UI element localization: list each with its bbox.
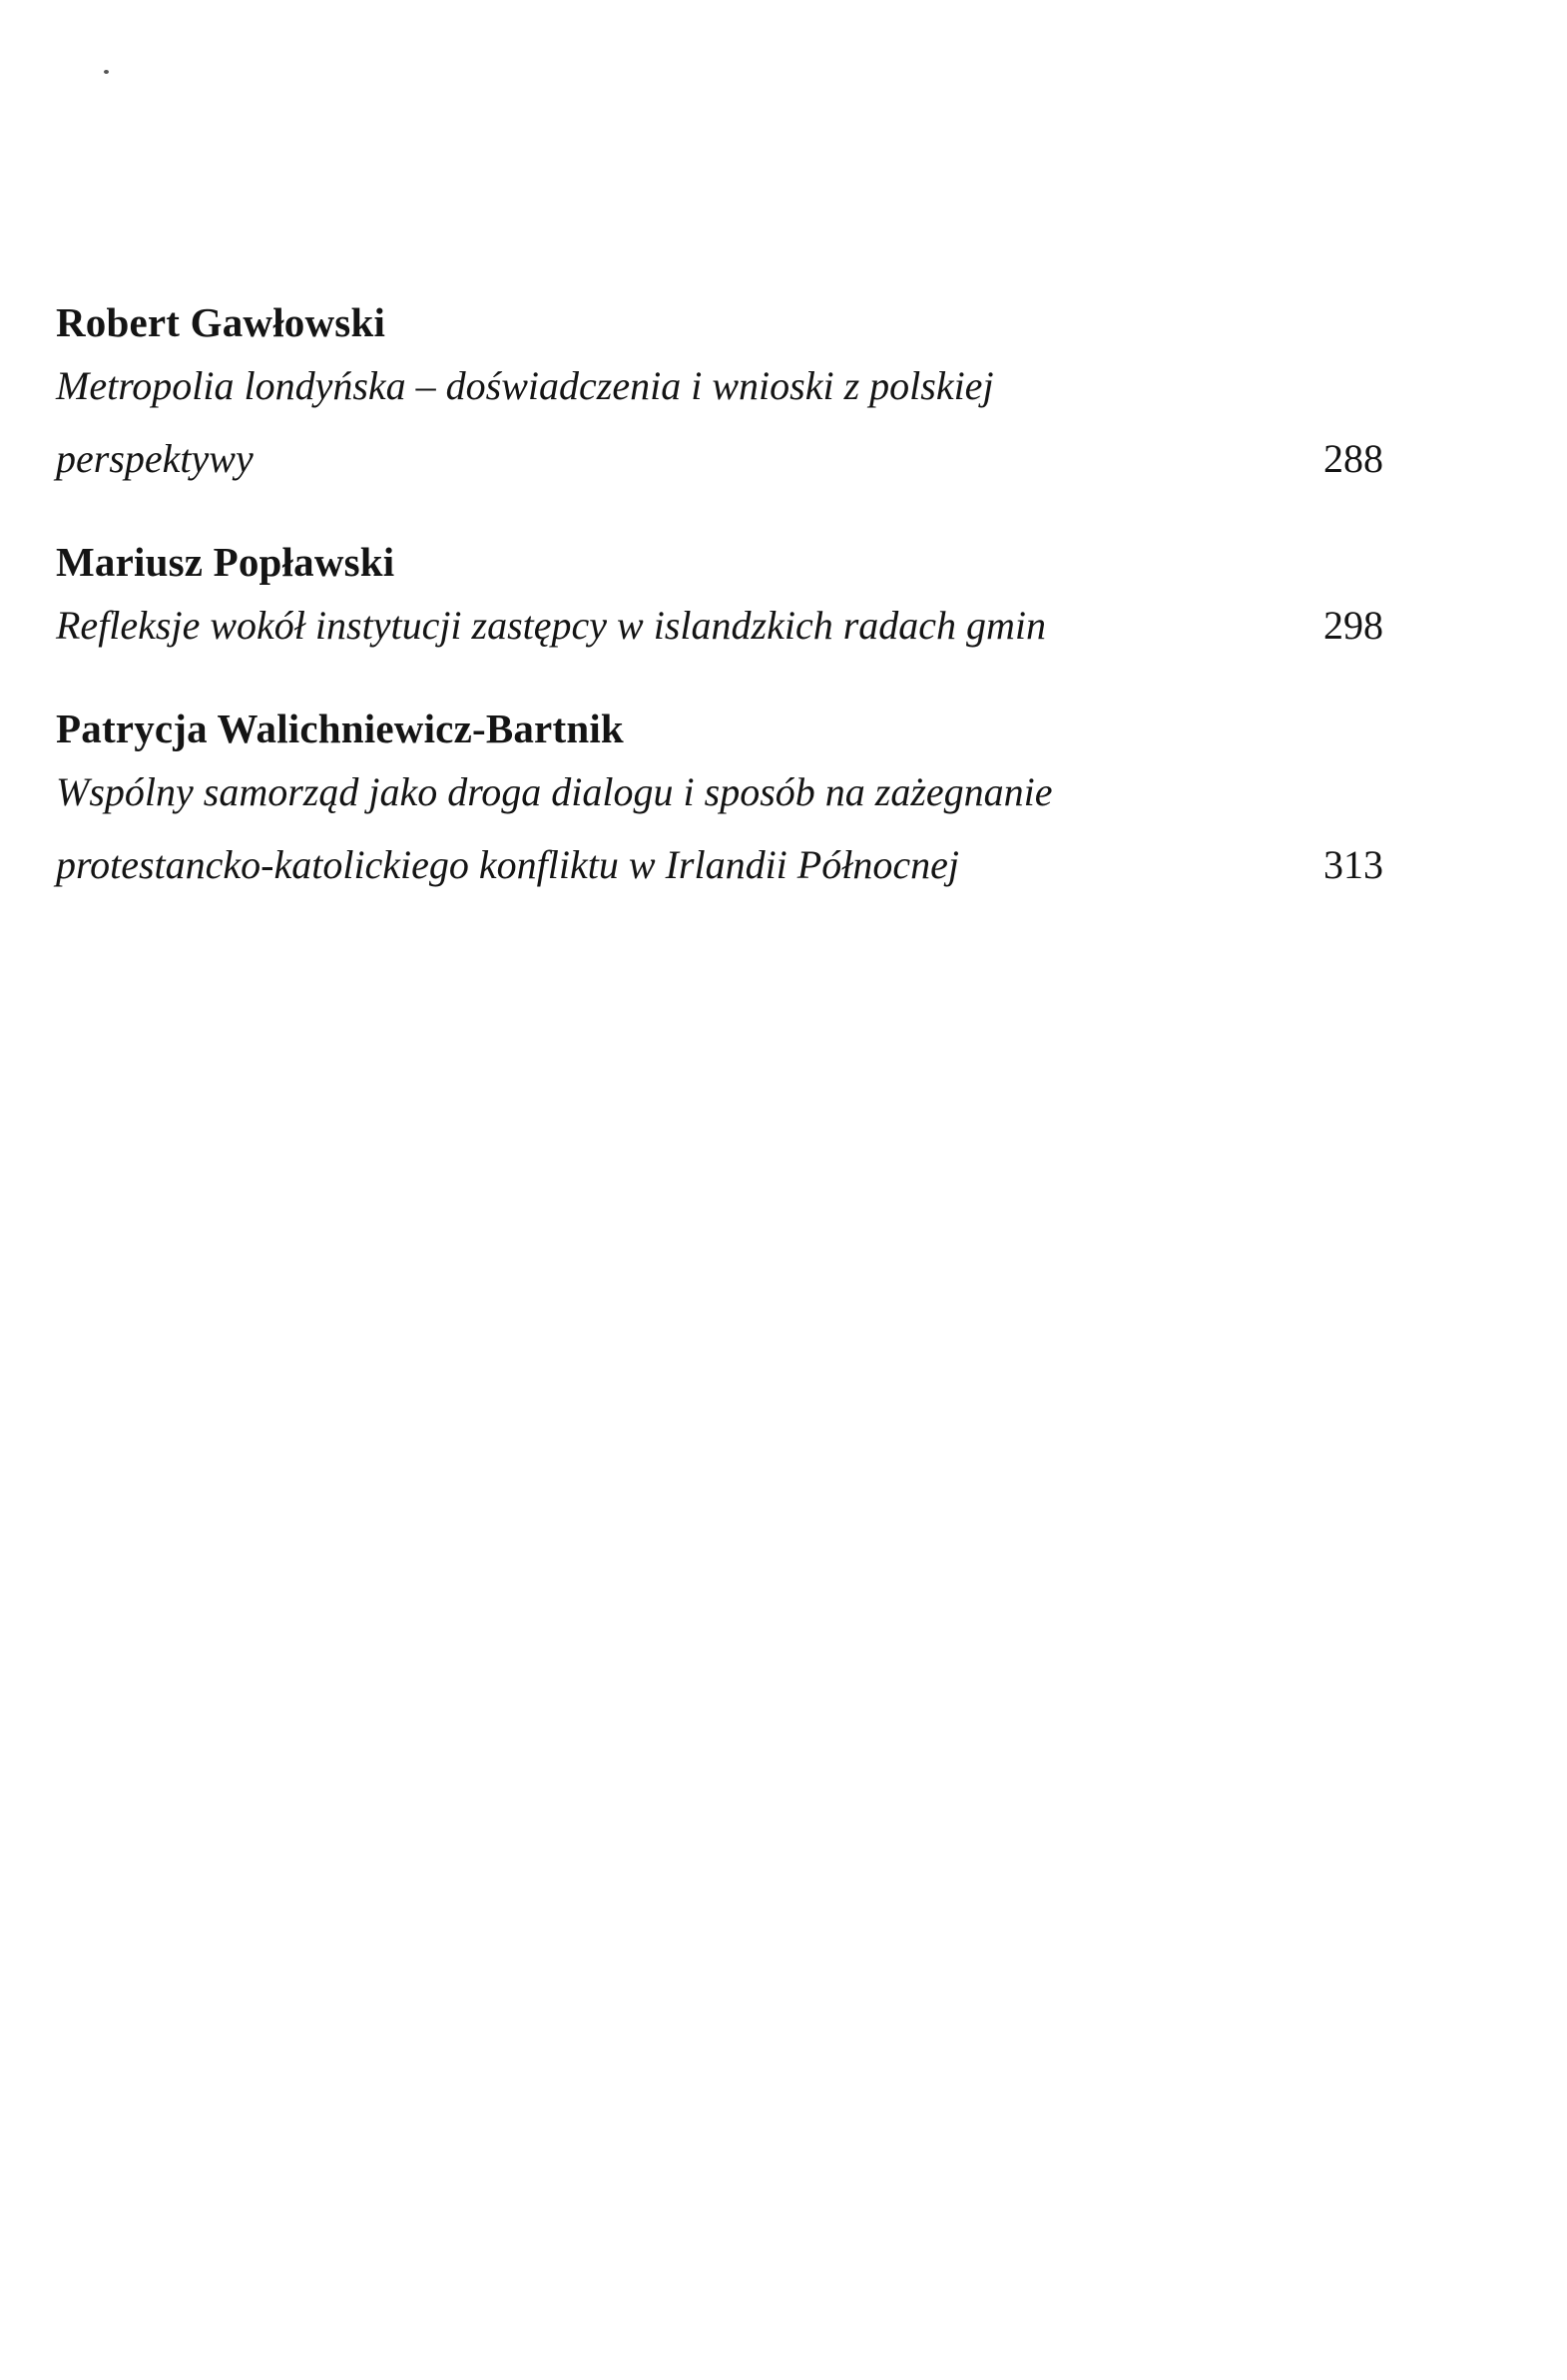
toc-entry: [56, 295, 1383, 495]
toc-entry: [56, 535, 1383, 662]
entry-page-number: 298: [1323, 603, 1383, 648]
entry-title: Metropolia londyńska – doświadczenia i wnioski z polskiej perspektywy: [56, 363, 994, 481]
entry-title-row: [56, 755, 1383, 901]
scan-speck: [104, 70, 109, 74]
table-of-contents: [56, 295, 1383, 941]
entry-title: Wspólny samorząd jako droga dialogu i sposób na zażegnanie protestancko-katolickiego konfliktu w Irlandii Północnej: [56, 769, 1053, 887]
entry-author: Robert Gawłowski: [56, 299, 386, 345]
entry-page-number: 288: [1323, 436, 1383, 481]
entry-title-row: [56, 589, 1383, 662]
entry-title-row: [56, 349, 1383, 495]
entry-author: Mariusz Popławski: [56, 539, 395, 585]
toc-entry: [56, 702, 1383, 901]
entry-page-number: 313: [1323, 842, 1383, 887]
entry-author: Patrycja Walichniewicz-Bartnik: [56, 706, 624, 751]
entry-title: Refleksje wokół instytucji zastępcy w islandzkich radach gmin: [56, 603, 1047, 648]
